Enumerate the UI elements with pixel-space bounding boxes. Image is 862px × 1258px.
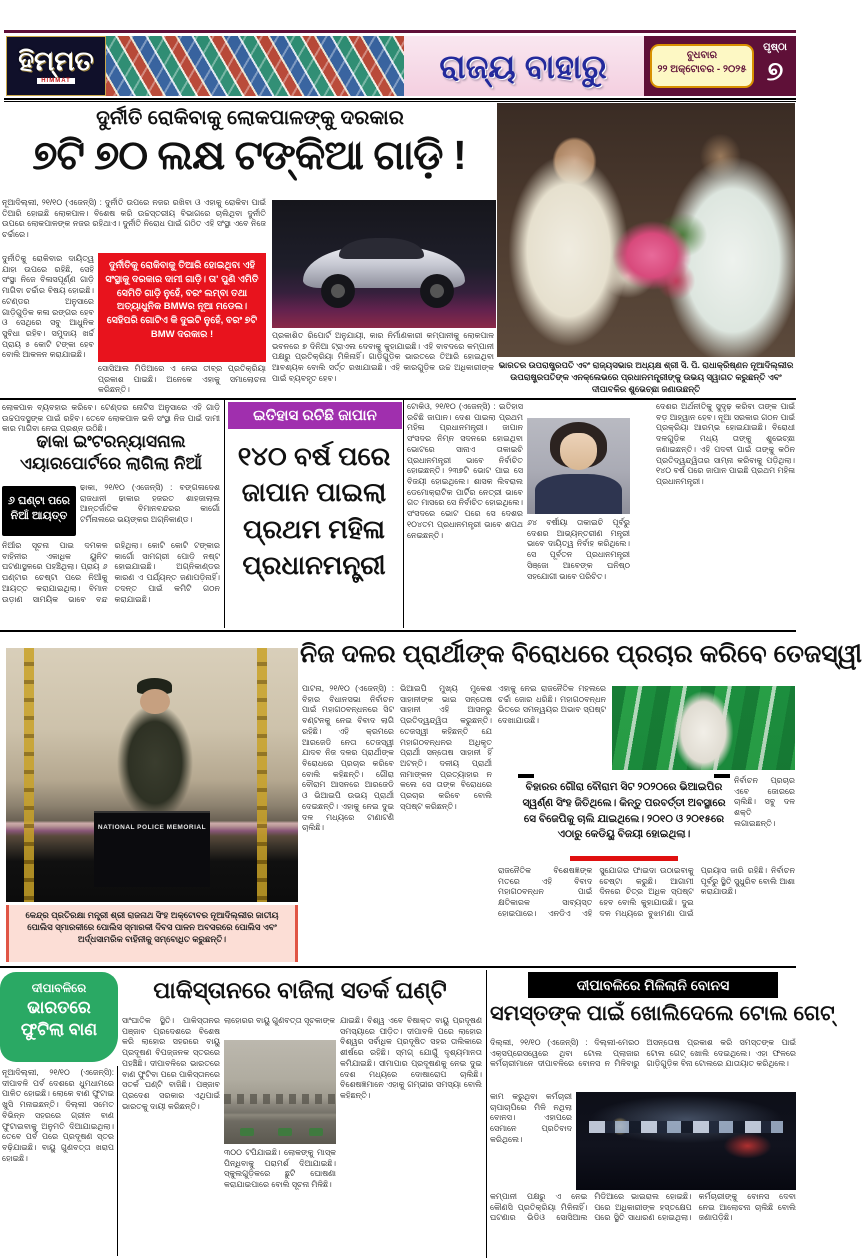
japan-column-2: ୬୪ ବର୍ଷୀୟା ତାକାଇଚି ପୂର୍ବରୁ ଦେଶର ଆଭ୍ୟନ୍ତରୀଣ ମନ୍ତ୍ରୀ ଭାବେ ଦାୟିତ୍ୱ ନିର୍ବାହ କରିଥିଲେ। ସେ ପୂର୍ବତନ ପ୍ରଧାନମନ୍ତ୍ରୀ ସିଞ୍ଜୋ ଆବେଙ୍କ ଘନିଷ୍ଠ ସହଯୋଗୀ ଭାବେ ପରିଚିତ। — [527, 518, 630, 581]
lahore-smog-photo — [224, 1040, 336, 1144]
vp-pm-photo-caption: ଭାରତର ଉପରାଷ୍ଟ୍ରପତି ଏବଂ ରାଜ୍ୟସଭାର ଅଧ୍ୟକ୍ଷ ଶ୍ରୀ ସି. ପି. ରାଧାକ୍ରିଷ୍ଣନ ନୂଆଦିଲ୍ଲୀର ଉପରାଷ୍ଟ୍ରପତିଙ୍କ ଏନକ୍ଲେଭରେ ପ୍ରଧାନମନ୍ତ୍ରୀଙ୍କୁ ଉଭୟ ସ୍ୱାଗତ କରୁଛନ୍ତି ଏବଂ ଦୀପାବଳିର ଶୁଭେଚ୍ଛା ଜଣାଉଛନ୍ତି — [498, 360, 794, 394]
toll-top-text: ଦିଲ୍ଲୀ, ୨୧/୧୦ (ଏଜେନ୍ସି) : ଦିଲ୍ଲୀ-ମେରଠ ଏକ୍ସପ୍ରେସୱେରେ ଥିବା ଟୋଲ ପ୍ଲାଜାର କର୍ମଚାରୀମାନେ ଦୀପାବଳିରେ ବୋନସ ନ ମିଳିବାରୁ ଅସନ୍ତୋଷ ପ୍ରକାଶ କରି ସମସ୍ତଙ୍କ ପାଇଁ ଟୋଲ ଗେଟ୍ ଖୋଲି ଦେଇଥିଲେ। ଏହା ଫଳରେ ଗାଡ଼ିଗୁଡ଼ିକ ବିନା ଟୋଲରେ ଯାତାୟାତ କରିଥିଲେ। — [490, 1038, 796, 1069]
green-tag-line1: ଦୀପାବଳିରେ — [31, 981, 87, 995]
toll-left-text: କାମ କରୁଥିବା କର୍ମଚାରୀ ଚାପାଚାପିରେ ମିଳି ନଥିଲା ବୋନସ। ଏହାପରେ ସେମାନେ ପ୍ରତିବାଦ କରିଥିଲେ। — [490, 1092, 572, 1144]
toll-plaza-night-photo — [576, 1092, 796, 1190]
quote-red-underline — [570, 856, 678, 861]
dhaka-headline — [2, 431, 220, 475]
masthead-top-rule — [4, 30, 796, 33]
speaker-face-shape — [140, 689, 169, 714]
dhaka-body-2: ନିଆଁର ସୂଚନା ପାଇ ଦମକଳ ବାହିନୀର ଏକାଧିକ ୟୁନିଟ ଘଟଣାସ୍ଥଳରେ ପହଞ୍ଚିଥିଲା। ପ୍ରାୟ ୬ ଘଣ୍ଟାର ଚେଷ୍ଟା ପରେ ନିଆଁକୁ ଆୟତ୍ତ କରାଯାଇଥିଲା। ବିମାନ ଉଡ଼ାଣ ସାମୟିକ ଭାବେ ବନ୍ଦ ରହିଥିଲା। କୋଟି କୋଟି ଟଙ୍କାର କାର୍ଗୋ ସାମଗ୍ରୀ ପୋଡ଼ି ନଷ୍ଟ ହୋଇଯାଇଛି। ଅଗ୍ନିକାଣ୍ଡର କାରଣ ଏ ପର୍ଯ୍ୟନ୍ତ ଜଣାପଡ଼ିନାହିଁ। ତଦନ୍ତ ପାଇଁ କମିଟି ଗଠନ କରାଯାଇଛି। — [2, 541, 220, 604]
divider-v3 — [117, 1066, 118, 1256]
dhaka-inset-line1: ୬ ଘଣ୍ଟା ପରେ — [7, 495, 71, 507]
toll-bottom-text: କମ୍ପାନୀ ପକ୍ଷରୁ ଏ ନେଇ କୌଣସି ପ୍ରତିକ୍ରିୟା ମିଳିନାହିଁ। ଘଟଣାର ଭିଡିଓ ସୋସିଆଲ ମିଡିଆରେ ଭାଇରାଲ ହୋଇଛି। ପରେ ଅଧିକାରୀଙ୍କ ହସ୍ତକ୍ଷେପ ପରେ ସ୍ଥିତି ସାଧାରଣ ହୋଇଥିଲା। କର୍ମଚାରୀଙ୍କୁ ବୋନସ ଦେବା ନେଇ ଆଲୋଚନା ଚାଲିଛି ବୋଲି ଜଣାପଡ଼ିଛି। — [490, 1192, 796, 1223]
rajnath-photo-caption: କେନ୍ଦ୍ର ପ୍ରତିରକ୍ଷା ମନ୍ତ୍ରୀ ଶ୍ରୀ ରାଜନାଥ ସିଂହ ଅକ୍ଟୋବର ନୂଆଦିଲ୍ଲୀର ଜାତୀୟ ପୋଲିସ ସ୍ମାରକୀରେ ପୋଲିସ ସ୍ମାରକୀ ଦିବସ ପାଳନ ଅବସରରେ ପୋଲିସ ଏବଂ ଅର୍ଦ୍ଧସାମରିକ ବାହିନୀକୁ ସମ୍ବୋଧିତ କରୁଛନ୍ତି। — [6, 905, 298, 962]
divider-v1 — [224, 400, 225, 628]
speaker-figure-shape — [117, 704, 193, 821]
rajnath-podium-photo — [6, 648, 298, 902]
divider-1 — [0, 398, 796, 400]
portrait-suit-shape — [535, 474, 622, 514]
green-tag-line2: ଭାରତରେ — [27, 998, 91, 1017]
divider-v4 — [486, 970, 487, 1258]
date-label: ୨୨ ଅକ୍ଟୋବର - ୨୦୨୫ — [657, 64, 747, 75]
car-wheel-front — [321, 274, 355, 308]
car-wheel-rear — [420, 274, 454, 308]
lead-continuation-text: ଲୋକପାଳ ବ୍ୟବହାର କରିବେ। ଟେଣ୍ଡର ନୋଟିସ ଅନୁସାରେ ଏହି ଗାଡ଼ି ଉଚ୍ଚପଦସ୍ଥଙ୍କ ପାଇଁ ରହିବ। ତେବେ ଲୋକପାଳ ଭଳି ସଂସ୍ଥା ନିଜ ପାଇଁ ଦାମୀ କାର ମାଗିବା ନେଇ ପ୍ରଶ୍ନ ଉଠିଛି। — [2, 403, 220, 434]
tejashwi-bottom-text: ରାଜନୈତିକ ବିଶେଷଜ୍ଞଙ୍କ ମତରେ ଏହି ବିବାଦ ମହାଗଠବନ୍ଧନ ପାଇଁ କ୍ଷତିକାରକ ସାବ୍ୟସ୍ତ ହୋଇପାରେ। ଏନଡିଏ ଏହି ସୁଯୋଗର ଫାଇଦା ଉଠାଇବାକୁ ଚେଷ୍ଟା କରୁଛି। ଆଗାମୀ ଦିନରେ ଚିତ୍ର ଅଧିକ ସ୍ପଷ୍ଟ ହେବ ବୋଲି କୁହାଯାଉଛି। ଦୁଇ ଦଳ ମଧ୍ୟରେ ବୁଝାମଣା ପାଇଁ ପ୍ରୟାସ ଜାରି ରହିଛି। ନିର୍ବାଚନ ପୂର୍ବରୁ ସ୍ଥିତି ସୁଧୁରିବ ବୋଲି ଆଶା କରାଯାଉଛି। — [498, 866, 795, 918]
lead-red-highlight-box: ଦୁର୍ନୀତିକୁ ରୋକିବାକୁ ତିଆରି ହୋଇଥିବା ଏହି ସଂସ୍ଥାକୁ ଦରକାର ଦାମୀ ଗାଡ଼ି। ତା' ପୁଣି ଏମିତି ସେମିତି ଗାଡ଼ି ନୁହେଁ, ବରଂ ଲମ୍ବା ତଥା ଅତ୍ୟାଧୁନିକ BMWର ନୂଆ ମଡେଲ। ସେହିପରି ଗୋଟିଏ କି ଦୁଇଟି ନୁହେଁ, ବରଂ ୭ଟି BMW ଦରକାର ! — [98, 253, 266, 362]
japan-column-1: ଟୋକିଓ, ୨୧/୧୦ (ଏଜେନ୍ସି) : ଇତିହାସ ରଚିଛି ଜାପାନ। ଦେଶ ପାଇଲା ପ୍ରଥମ ମହିଳା ପ୍ରଧାନମନ୍ତ୍ରୀ। ଜାପାନ ସଂସଦର ନିମ୍ନ ସଦନରେ ହୋଇଥିବା ଭୋଟରେ ସାନାଏ ତାକାଇଚି ପ୍ରଧାନମନ୍ତ୍ରୀ ଭାବେ ନିର୍ବାଚିତ ହୋଇଛନ୍ତି। ୨୩୭ଟି ଭୋଟ ପାଇ ସେ ବିଜୟୀ ହୋଇଥିଲେ। ଶାସକ ଲିବରାଲ ଡେମୋକ୍ରାଟିକ ପାର୍ଟିର ନେତ୍ରୀ ଭାବେ ଗତ ମାସରେ ସେ ନିର୍ବାଚିତ ହୋଇଥିଲେ। ସଂସଦରେ ଭୋଟ ପରେ ସେ ଦେଶର ୧୦୪ତମ ପ୍ରଧାନମନ୍ତ୍ରୀ ଭାବେ ଶପଥ ନେଇଛନ୍ତି। — [407, 402, 523, 540]
tejashwi-column-3-top: ଏହାକୁ ନେଇ ରାଜନୈତିକ ମହଲରେ ଚର୍ଚ୍ଚା ଜୋର ଧରିଛି। ମହାଗଠବନ୍ଧନ ଭିତରେ ସମନ୍ୱୟର ଅଭାବ ସ୍ପଷ୍ଟ ଦେଖାଯାଉଛି। — [498, 684, 606, 726]
podium-shape — [94, 811, 211, 887]
pakistan-column-1: ସାଂଘାତିକ ସ୍ଥିତି। ପାକିସ୍ତାନର ପଞ୍ଜାବ ପ୍ରଦେଶରେ ବିଶେଷ କରି ଲାହୋର ସହରରେ ବାୟୁ ପ୍ରଦୂଷଣ ବିପଜ୍ଜନକ ସ୍ତରରେ ପହଞ୍ଚିଛି। ଦୀପାବଳିରେ ଭାରତରେ ବାଣ ଫୁଟିବା ପରେ ପାକିସ୍ତାନରେ ସତର୍କ ଘଣ୍ଟି ବାଜିଛି। ପଞ୍ଜାବ ପ୍ରଦେଶ ସରକାର ଏଥିପାଇଁ ଭାରତକୁ ଦାୟୀ କରିଛନ୍ତି। — [122, 1016, 220, 1111]
tejashwi-pull-quote: ବିହାରର ଗୌରା ବୌରାମ ସିଟ ୨୦୨୦ରେ ଭିଆଇପିର ସ୍ୱର୍ଣ୍ଣ ସିଂହ ଜିତିଥିଲେ। କିନ୍ତୁ ପରବର୍ତ୍ତୀ ଅବସ୍ଥାରେ ସେ ବିଜେପିକୁ ଚାଲି ଯାଇଥିଲେ। ୨୦୧୦ ଓ ୨୦୧୫ରେ ଏଠାରୁ କେଡିୟୁ ବିଜୟୀ ହୋଇଥିଲା। — [522, 781, 726, 841]
divider-2 — [0, 630, 796, 632]
car-glass-shape — [339, 238, 424, 258]
takaichi-portrait-photo — [527, 418, 630, 514]
rally-flags-photo — [612, 686, 795, 770]
dhaka-inset-box — [2, 486, 76, 536]
tejashwi-column-1: ପାଟନା, ୨୧/୧୦ (ଏଜେନ୍ସି) : ବିହାର ବିଧାନସଭା ନିର୍ବାଚନ ପାଇଁ ମହାଗଠବନ୍ଧନରେ ସିଟ ବଣ୍ଟନକୁ ନେଇ ବିବାଦ ଲାଗି ରହିଛି। ଏହି କ୍ରମରେ ଆରଜେଡି ନେତା ତେଜସ୍ୱୀ ଯାଦବ ନିଜ ଦଳର ପ୍ରାର୍ଥୀଙ୍କ ବିରୋଧରେ ପ୍ରଚାର କରିବେ ବୋଲି କହିଛନ୍ତି। ଗୌରା ବୌରାମ ଆସନରେ ଆରଜେଡି ଓ ଭିଆଇପି ଉଭୟ ପ୍ରାର୍ଥୀ ଦେଇଛନ୍ତି। ଏହାକୁ ନେଇ ଦୁଇ ଦଳ ମଧ୍ୟରେ ଟାଣାଟଣି ଚାଲିଛି। — [302, 684, 394, 833]
tejashwi-headline: ନିଜ ଦଳର ପ୍ରାର୍ଥୀଙ୍କ ବିରୋଧରେ ପ୍ରଚାର କରିବେ ତେଜସ୍ୱୀ — [300, 640, 862, 668]
logo-title: ହିମ୍ମତ — [18, 46, 94, 76]
page-number: ୭ — [766, 56, 784, 86]
vp-pm-greeting-photo — [497, 103, 795, 357]
pakistan-left-column: ନୂଆଦିଲ୍ଲୀ, ୨୧/୧୦ (ଏଜେନ୍ସି): ଦୀପାବଳି ପର୍ବ ଦେଶରେ ଧୁମଧାମରେ ପାଳିତ ହୋଇଛି। ଲୋକେ ବାଣ ଫୁଟାଇ ଖୁସି ମନାଇଛନ୍ତି। ଦିଲ୍ଲୀ ସମେତ ବିଭିନ୍ନ ସହରରେ ଗ୍ରୀନ ବାଣ ଫୁଟାଇବାକୁ ଅନୁମତି ଦିଆଯାଇଥିଲା। ତେବେ ପର୍ବ ପରେ ପ୍ରଦୂଷଣ ସ୍ତର ବଢ଼ିଯାଇଛି। ବାୟୁ ଗୁଣବତ୍ତା ଖରାପ ହୋଇଛି। — [2, 1068, 114, 1163]
pakistan-column-3: ଯାଇଛି। ବିଶ୍ୱ ଏବେ ବିଷାକ୍ତ ବାୟୁ ପ୍ରଦୂଷଣ ସମସ୍ୟାରେ ପୀଡ଼ିତ। ଦୀପାବଳି ପରେ ଲାହୋର ବିଶ୍ୱର ସର୍ବାଧିକ ପ୍ରଦୂଷିତ ସହର ତାଲିକାରେ ଶୀର୍ଷରେ ରହିଛି। ସ୍ମଗ୍ ଯୋଗୁଁ ଦୃଶ୍ୟମାନତା କମିଯାଇଛି। ସୀମାପାର ପ୍ରଦୂଷଣକୁ ନେଇ ଦୁଇ ଦେଶ ମଧ୍ୟରେ ଦୋଷାରୋପ ଚାଲିଛି। ବିଶେଷଜ୍ଞମାନେ ଏହାକୁ ଗମ୍ଭୀର ସମସ୍ୟା ବୋଲି କହିଛନ୍ତି। — [340, 1016, 482, 1101]
lead-under-car-text: ପ୍ରକାଶିତ ରିପୋର୍ଟ ଅନୁଯାୟୀ, କାର ନିର୍ମାଣକାରୀ କମ୍ପାନୀକୁ ଲୋକପାଳ ଭବନରେ ୭ ଦିନିଆ ଟ୍ରାଏଲ ଦେବାକୁ କୁହାଯାଇଛି। ଏହି ବାବଦରେ କମ୍ପାନୀ ପକ୍ଷରୁ ପ୍ରତିକ୍ରିୟା ମିଳିନାହିଁ। ଗାଡ଼ିଗୁଡ଼ିକ ଭାରତରେ ତିଆରି ହୋଇଥିବା ଆବଶ୍ୟକ ବୋଲି ସର୍ତ୍ତ ରଖାଯାଇଛି। ଏହି କାରଗୁଡ଼ିକ ଉଚ୍ଚ ଅଧିକାରୀଙ୍କ ପାଇଁ ବ୍ୟବହୃତ ହେବ। — [272, 331, 494, 383]
masthead-rule-2 — [4, 101, 796, 102]
logo-subtitle: HIMMAT — [37, 78, 75, 84]
smog-skyline-shape — [224, 1094, 336, 1104]
tejashwi-column-2: ଭିଆଇପି ମୁଖ୍ୟ ମୁକେଶ ସାହାନୀଙ୍କ ଭାଇ ସନ୍ତୋଷ ସାହାନୀ ଏହି ଆସନରୁ ପ୍ରତିଦ୍ୱନ୍ଦ୍ୱିତା କରୁଛନ୍ତି। ତେଜସ୍ୱୀ କହିଛନ୍ତି ଯେ ମହାଗଠବନ୍ଧନର ଅଧିକୃତ ପ୍ରାର୍ଥୀ ସନ୍ତୋଷ ସାହାନୀ ହିଁ ଅଟନ୍ତି। ଦଳୀୟ ପ୍ରାର୍ଥୀ ନାମାଙ୍କନ ପ୍ରତ୍ୟାହାର ନ କଲେ ସେ ତାଙ୍କ ବିରୋଧରେ ପ୍ରଚାର କରିବେ ବୋଲି ସ୍ପଷ୍ଟ କରିଛନ୍ତି। — [400, 684, 492, 811]
smog-bus-3 — [309, 1128, 323, 1136]
date-box — [650, 44, 754, 88]
quote-corner-right — [714, 774, 730, 778]
weekday-label: ବୁଧବାର — [686, 50, 718, 61]
dhaka-headline-line2: ଏୟାରପୋର୍ଟରେ ଲାଗିଲା ନିଆଁ — [20, 454, 202, 474]
dhaka-headline-line1: ଢାକା ଇଂଟରନ୍ୟାସନାଲ — [36, 432, 186, 451]
portrait-face-shape — [560, 433, 597, 469]
masthead-photo-collage — [106, 36, 404, 96]
diwali-green-tag — [0, 972, 118, 1062]
divider-3 — [0, 966, 796, 968]
divider-v2 — [403, 400, 404, 628]
toll-headline: ସମସ୍ତଙ୍କ ପାଇଁ ଖୋଲିଦେଲେ ଟୋଲ ଗେଟ୍ — [490, 1002, 835, 1025]
gold-pole-left — [24, 648, 34, 902]
podium-text: NATIONAL POLICE MEMORIAL — [97, 823, 207, 831]
page-word: ପୃଷ୍ଠା — [763, 42, 787, 53]
toll-signboards-shape — [589, 1121, 783, 1133]
lead-kicker: ଦୁର୍ନୀତି ରୋକିବାକୁ ଲୋକପାଳଙ୍କୁ ଦରକାର — [96, 107, 404, 129]
dhaka-body-1: ଢାକା, ୨୧/୧୦ (ଏଜେନ୍ସି) : ବଙ୍ଗଳାଦେଶ ରାଜଧାନୀ ଢାକାର ହଜରତ ଶାହଜାଲାଲ ଆନ୍ତର୍ଜାତିକ ବିମାନବନ୍ଦରର କାର୍ଗୋ ଟର୍ମିନାଲରେ ଭୟଙ୍କର ଅଗ୍ନିକାଣ୍ଡ। — [80, 483, 220, 525]
gold-pole-right — [257, 648, 267, 902]
japan-label-tag: ଇତିହାସ ରଚିଛି ଜାପାନ — [228, 402, 402, 429]
collage-overlay — [106, 36, 404, 96]
japan-headline: ୧୪୦ ବର୍ଷ ପରେ ଜାପାନ ପାଇଲା ପ୍ରଥମ ମହିଳା ପ୍ରଧାନମନ୍ତ୍ରୀ — [237, 441, 391, 581]
smog-bus-1 — [240, 1128, 254, 1136]
dhaka-inset-line2: ନିଆଁ ଆୟତ୍ତ — [10, 510, 68, 523]
lead-column-a: ଦୁର୍ନୀତିକୁ ରୋକିବାର ଦାୟିତ୍ୱ ଯାହା ଉପରେ ରହିଛି, ସେହି ସଂସ୍ଥା ନିଜେ ବିଳାସପୂର୍ଣ୍ଣ ଗାଡ଼ି ମାଗିବା ଚର୍ଚ୍ଚାର ବିଷୟ ହୋଇଛି। ଟେଣ୍ଡର ଅନୁସାରେ ଗାଡ଼ିଗୁଡ଼ିକ କଳା ରଙ୍ଗର ହେବ ଓ ସେଥିରେ ସବୁ ଆଧୁନିକ ସୁବିଧା ରହିବ। ସମୁଦାୟ ଖର୍ଚ୍ଚ ପ୍ରାୟ ୫ କୋଟି ଟଙ୍କା ହେବ ବୋଲି ଆକଳନ କରାଯାଇଛି। — [2, 254, 94, 360]
toll-kicker-bar: ଦୀପାବଳିରେ ମିଳିଲାନି ବୋନସ — [528, 972, 778, 998]
smog-bus-2 — [278, 1128, 292, 1136]
pakistan-headline: ପାକିସ୍ତାନରେ ବାଜିଲା ସତର୍କ ଘଣ୍ଟି — [153, 977, 447, 1003]
lead-under-box-text: ସୋସିଆଲ ମିଡିଆରେ ଏ ନେଇ ତୀବ୍ର ପ୍ରତିକ୍ରିୟା ପ୍ରକାଶ ପାଇଛି। ଅନେକେ ଏହାକୁ ସମାଲୋଚନା କରିଛନ୍ତି। — [98, 364, 266, 395]
lead-intro-text: ନୂଆଦିଲ୍ଲୀ, ୨୧/୧୦ (ଏଜେନ୍ସି) : ଦୁର୍ନୀତି ଉପରେ ନଜର ରଖିବା ଓ ଏହାକୁ ରୋକିବା ପାଇଁ ତିଆରି ହୋଇଛି ଲୋକପାଳ। ବିଶେଷ କରି ଉଚ୍ଚସ୍ତରୀୟ ବିଭାଗରେ ଚାଲିଥିବା ଦୁର୍ନୀତି ଉପରେ ଲୋକପାଳଙ୍କ ନଜର ରହିଥାଏ। ଦୁର୍ନୀତି ନିରୋଧ ପାଇଁ ଗଠିତ ଏହି ସଂସ୍ଥା ଏବେ ନିଜେ ଚର୍ଚ୍ଚାରେ। — [2, 198, 266, 240]
quote-corner-left — [518, 774, 534, 778]
pakistan-column-2-bottom: ୩୦୦ ଟପିଯାଇଛି। ଲୋକଙ୍କୁ ମାସ୍କ ପିନ୍ଧିବାକୁ ପରାମର୍ଶ ଦିଆଯାଇଛି। ସ୍କୁଲଗୁଡ଼ିକରେ ଛୁଟି ଘୋଷଣା କରାଯାଇପାରେ ବୋଲି ସୂଚନା ମିଳିଛି। — [224, 1148, 336, 1190]
masthead-date-block — [644, 36, 796, 96]
bmw-car-photo — [272, 200, 496, 328]
masthead-rule-1 — [4, 98, 796, 100]
lead-headline: ୭ଟି ୭୦ ଲକ୍ଷ ଟଙ୍କିଆ ଗାଡ଼ି ! — [32, 132, 466, 178]
green-tag-line3: ଫୁଟିଲା ବାଣ — [20, 1020, 98, 1039]
japan-column-3: ଦେଶର ଅର୍ଥନୀତିକୁ ସୁଦୃଢ଼ କରିବା ତାଙ୍କ ପାଇଁ ବଡ଼ ଆହ୍ୱାନ ହେବ। ନୂଆ ସରକାର ଗଠନ ପାଇଁ ପ୍ରକ୍ରିୟା ଆରମ୍ଭ ହୋଇଯାଇଛି। ବିରୋଧୀ ଦଳଗୁଡ଼ିକ ମଧ୍ୟ ତାଙ୍କୁ ଶୁଭେଚ୍ଛା ଜଣାଇଛନ୍ତି। ଏହି ପଦବୀ ପାଇଁ ତାଙ୍କୁ କଠିନ ପ୍ରତିଦ୍ୱନ୍ଦ୍ୱିତାର ସାମ୍ନା କରିବାକୁ ପଡ଼ିଥିଲା। ୧୪୦ ବର୍ଷ ପରେ ଜାପାନ ପାଇଛି ପ୍ରଥମ ମହିଳା ପ୍ରଧାନମନ୍ତ୍ରୀ। — [656, 402, 795, 487]
newspaper-logo — [6, 36, 106, 96]
pakistan-column-2-top: ଲାହୋରର ବାୟୁ ଗୁଣବତ୍ତା ସୂଚକାଙ୍କ — [224, 1016, 336, 1025]
section-title: ରାଜ୍ୟ ବାହାରୁ — [439, 48, 607, 85]
tejashwi-right-note: ନିର୍ବାଚନ ପ୍ରଚାର ଏବେ ଜୋରରେ ଚାଲିଛି। ସବୁ ଦଳ ଶକ୍ତି ଲଗାଇଛନ୍ତି। — [734, 776, 795, 828]
